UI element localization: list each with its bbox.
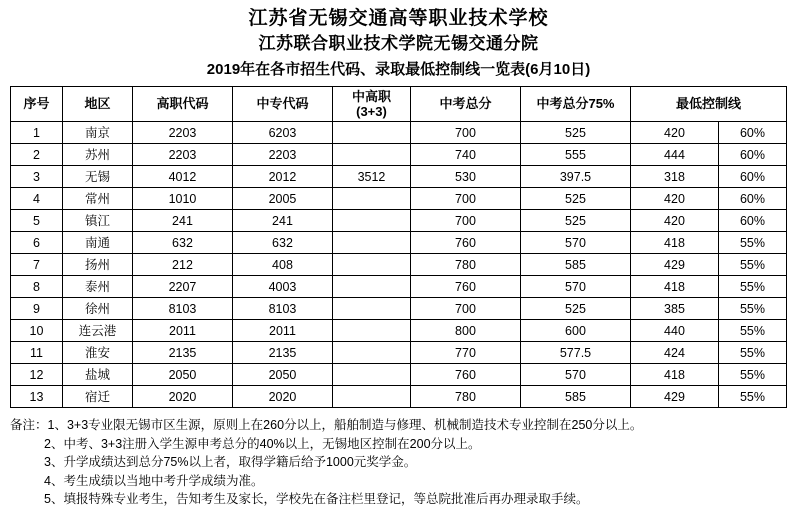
cell-zhonggaozhi (332, 320, 410, 342)
table-row (10, 320, 786, 342)
cell-gaozhi: 8103 (132, 298, 232, 320)
cell-zhonggaozhi (332, 342, 410, 364)
cell-pct75: 577.5 (520, 342, 630, 364)
cell-total: 780 (410, 386, 520, 408)
note-text-4: 4、考生成绩以当地中考升学成绩为准。 (44, 473, 264, 488)
table-row (10, 342, 786, 364)
cell-min-pct: 55% (718, 254, 786, 276)
notes-label: 备注： (10, 418, 48, 432)
cell-gaozhi: 241 (132, 210, 232, 232)
cell-total: 760 (410, 276, 520, 298)
cell-gaozhi: 2203 (132, 144, 232, 166)
header-min-control: 最低控制线 (630, 87, 786, 122)
cell-gaozhi: 2207 (132, 276, 232, 298)
cell-region: 扬州 (62, 254, 132, 276)
cell-pct75: 585 (520, 254, 630, 276)
cell-min-pct: 60% (718, 210, 786, 232)
cell-region: 连云港 (62, 320, 132, 342)
document-titles (0, 0, 797, 82)
note-text-5: 5、填报特殊专业考生，告知考生及家长，学校先在备注栏里登记，等总院批准后再办理录取手续。 (44, 492, 589, 506)
cell-zhongzhuan: 2203 (232, 144, 332, 166)
cell-zhongzhuan: 2005 (232, 188, 332, 210)
note-line-1 (10, 416, 797, 435)
table-row (10, 254, 786, 276)
cell-region: 徐州 (62, 298, 132, 320)
cell-region: 镇江 (62, 210, 132, 232)
cell-zhonggaozhi (332, 188, 410, 210)
cell-zhonggaozhi: 3512 (332, 166, 410, 188)
header-region: 地区 (62, 87, 132, 122)
cell-region: 泰州 (62, 276, 132, 298)
title-main: 江苏省无锡交通高等职业技术学校 (248, 8, 549, 29)
cell-zhonggaozhi (332, 386, 410, 408)
cell-total: 740 (410, 144, 520, 166)
cell-pct75: 570 (520, 276, 630, 298)
cell-min-score: 424 (630, 342, 718, 364)
cell-region: 南京 (62, 122, 132, 144)
cell-seq: 9 (10, 298, 62, 320)
cell-seq: 5 (10, 210, 62, 232)
cell-zhonggaozhi (332, 364, 410, 386)
cell-total: 530 (410, 166, 520, 188)
cell-min-score: 420 (630, 210, 718, 232)
cell-min-score: 429 (630, 386, 718, 408)
cell-seq: 3 (10, 166, 62, 188)
cell-min-score: 420 (630, 122, 718, 144)
cell-seq: 11 (10, 342, 62, 364)
cell-min-pct: 60% (718, 122, 786, 144)
table-row (10, 276, 786, 298)
cell-zhongzhuan: 2135 (232, 342, 332, 364)
cell-total: 760 (410, 232, 520, 254)
cell-zhongzhuan: 2050 (232, 364, 332, 386)
table-row (10, 232, 786, 254)
cell-pct75: 525 (520, 210, 630, 232)
cell-min-score: 318 (630, 166, 718, 188)
cell-zhonggaozhi (332, 276, 410, 298)
table-row (10, 298, 786, 320)
cell-zhonggaozhi (332, 232, 410, 254)
cell-zhonggaozhi (332, 122, 410, 144)
cell-total: 700 (410, 122, 520, 144)
cell-total: 700 (410, 188, 520, 210)
cell-seq: 7 (10, 254, 62, 276)
cell-min-pct: 55% (718, 320, 786, 342)
cell-region: 南通 (62, 232, 132, 254)
note-line-3 (10, 453, 797, 472)
cell-min-pct: 55% (718, 342, 786, 364)
cell-min-score: 418 (630, 364, 718, 386)
cell-zhonggaozhi (332, 210, 410, 232)
note-line-4 (10, 472, 797, 491)
cell-min-pct: 60% (718, 188, 786, 210)
cell-seq: 12 (10, 364, 62, 386)
cell-pct75: 555 (520, 144, 630, 166)
cell-zhongzhuan: 2011 (232, 320, 332, 342)
notes-section (0, 416, 797, 509)
cell-region: 无锡 (62, 166, 132, 188)
cell-gaozhi: 2020 (132, 386, 232, 408)
cell-seq: 10 (10, 320, 62, 342)
cell-total: 800 (410, 320, 520, 342)
cell-min-score: 440 (630, 320, 718, 342)
note-text-2: 2、中考、3+3注册入学生源申考总分的40%以上，无锡地区控制在200分以上。 (44, 436, 481, 451)
header-zhonggaozhi-line1: 中高职 (351, 89, 391, 104)
title-third: 2019年在各市招生代码、录取最低控制线一览表(6月10日) (206, 61, 591, 78)
cell-min-pct: 55% (718, 386, 786, 408)
cell-gaozhi: 2050 (132, 364, 232, 386)
cell-pct75: 570 (520, 232, 630, 254)
table-row (10, 386, 786, 408)
cell-min-pct: 55% (718, 276, 786, 298)
header-zhonggaozhi (332, 87, 410, 122)
cell-zhongzhuan: 6203 (232, 122, 332, 144)
table-header-row (10, 87, 786, 122)
cell-zhonggaozhi (332, 298, 410, 320)
cell-min-score: 444 (630, 144, 718, 166)
cell-seq: 1 (10, 122, 62, 144)
cell-min-score: 385 (630, 298, 718, 320)
table-row (10, 144, 786, 166)
cell-pct75: 600 (520, 320, 630, 342)
table-row (10, 166, 786, 188)
cell-pct75: 397.5 (520, 166, 630, 188)
note-line-2 (10, 435, 797, 454)
header-zhonggaozhi-line2: (3+3) (356, 104, 387, 119)
cell-seq: 4 (10, 188, 62, 210)
cell-min-score: 418 (630, 232, 718, 254)
header-zhongkao-75: 中考总分75% (520, 87, 630, 122)
cell-zhonggaozhi (332, 144, 410, 166)
cell-pct75: 525 (520, 122, 630, 144)
cell-min-pct: 55% (718, 232, 786, 254)
note-text-3: 3、升学成绩达到总分75%以上者，取得学籍后给予1000元奖学金。 (44, 455, 417, 469)
header-gaozhi-code: 高职代码 (132, 87, 232, 122)
cell-total: 770 (410, 342, 520, 364)
cell-region: 盐城 (62, 364, 132, 386)
table-row (10, 210, 786, 232)
cell-zhongzhuan: 4003 (232, 276, 332, 298)
header-zhongkao-total: 中考总分 (410, 87, 520, 122)
table-row (10, 364, 786, 386)
cell-min-score: 420 (630, 188, 718, 210)
note-line-5 (10, 490, 797, 509)
cell-region: 常州 (62, 188, 132, 210)
title-sub: 江苏联合职业技术学院无锡交通分院 (258, 34, 539, 53)
cell-gaozhi: 212 (132, 254, 232, 276)
cell-zhongzhuan: 2012 (232, 166, 332, 188)
cell-zhongzhuan: 241 (232, 210, 332, 232)
cell-pct75: 525 (520, 188, 630, 210)
table-row (10, 188, 786, 210)
cell-total: 780 (410, 254, 520, 276)
cell-gaozhi: 4012 (132, 166, 232, 188)
cell-region: 苏州 (62, 144, 132, 166)
cell-min-pct: 60% (718, 144, 786, 166)
cell-pct75: 585 (520, 386, 630, 408)
cell-zhongzhuan: 408 (232, 254, 332, 276)
table-row (10, 122, 786, 144)
cell-pct75: 570 (520, 364, 630, 386)
cell-seq: 2 (10, 144, 62, 166)
table-body (10, 122, 786, 408)
cell-min-score: 418 (630, 276, 718, 298)
cell-min-score: 429 (630, 254, 718, 276)
cell-gaozhi: 2011 (132, 320, 232, 342)
cell-seq: 8 (10, 276, 62, 298)
admission-table (10, 86, 787, 408)
cell-zhongzhuan: 8103 (232, 298, 332, 320)
header-seq: 序号 (10, 87, 62, 122)
cell-zhongzhuan: 2020 (232, 386, 332, 408)
note-text-1: 1、3+3专业限无锡市区生源，原则上在260分以上，船舶制造与修理、机械制造技术专业控制在250分以上。 (47, 418, 643, 432)
cell-pct75: 525 (520, 298, 630, 320)
cell-min-pct: 55% (718, 364, 786, 386)
cell-seq: 6 (10, 232, 62, 254)
cell-min-pct: 55% (718, 298, 786, 320)
cell-gaozhi: 1010 (132, 188, 232, 210)
cell-gaozhi: 2203 (132, 122, 232, 144)
cell-min-pct: 60% (718, 166, 786, 188)
cell-total: 760 (410, 364, 520, 386)
cell-region: 淮安 (62, 342, 132, 364)
cell-seq: 13 (10, 386, 62, 408)
cell-zhonggaozhi (332, 254, 410, 276)
cell-total: 700 (410, 210, 520, 232)
cell-region: 宿迁 (62, 386, 132, 408)
cell-total: 700 (410, 298, 520, 320)
cell-gaozhi: 2135 (132, 342, 232, 364)
header-zhongzhuan-code: 中专代码 (232, 87, 332, 122)
cell-gaozhi: 632 (132, 232, 232, 254)
cell-zhongzhuan: 632 (232, 232, 332, 254)
